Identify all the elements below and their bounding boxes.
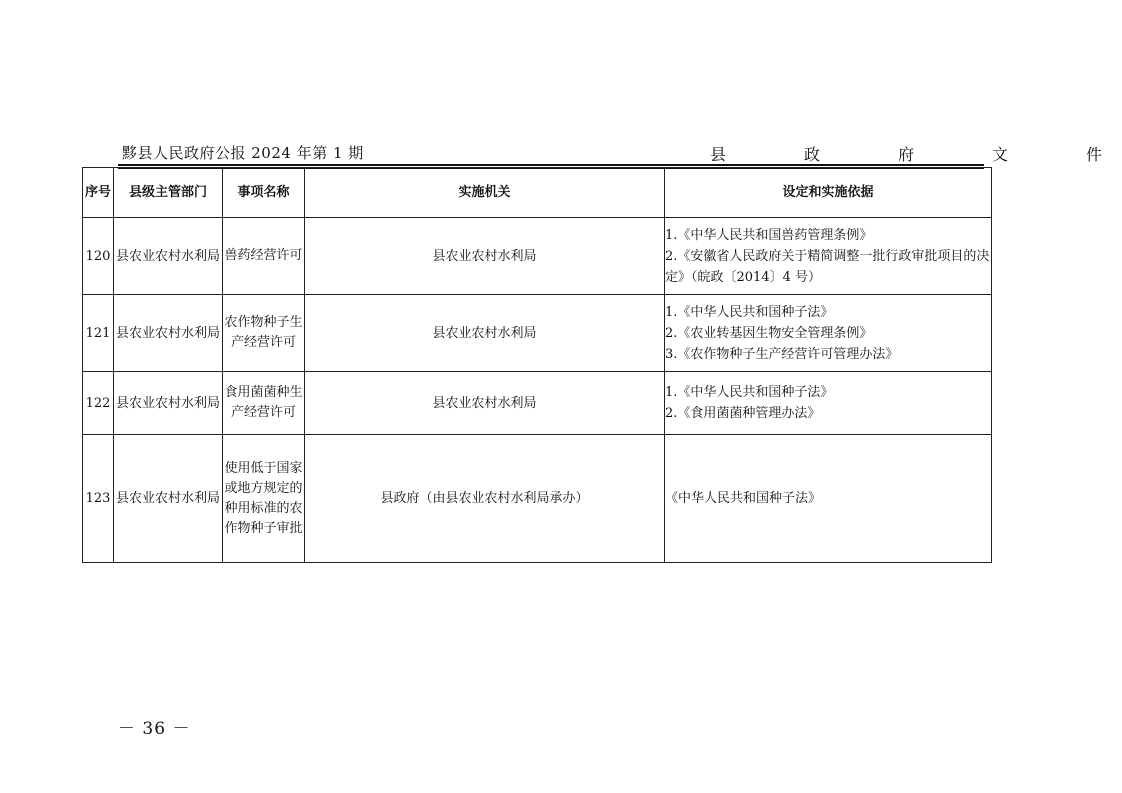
table-row: [83, 435, 992, 563]
cell-basis: [665, 372, 992, 435]
header-rule-thick: [118, 164, 984, 166]
basis-line: 1.《中华人民共和国种子法》: [665, 304, 834, 320]
cell-item: 食用菌菌种生产经营许可: [223, 372, 305, 435]
cell-dept: 县农业农村水利局: [114, 295, 223, 372]
section-label: [710, 142, 1102, 165]
page-number: － 36 －: [118, 719, 191, 739]
cell-basis: [665, 435, 992, 563]
publication-title: 黟县人民政府公报 2024 年第 1 期: [122, 144, 364, 162]
section-char: 政: [803, 145, 820, 164]
cell-basis: [665, 295, 992, 372]
section-char: 县: [710, 145, 727, 164]
header-item: 事项名称: [223, 168, 305, 218]
section-char: 文: [991, 145, 1008, 164]
cell-agency: 县农业农村水利局: [305, 218, 665, 295]
cell-agency: 县政府（由县农业农村水利局承办）: [305, 435, 665, 563]
header-dept: 县级主管部门: [114, 168, 223, 218]
basis-line: 1.《中华人民共和国兽药管理条例》: [665, 227, 873, 243]
cell-basis: [665, 218, 992, 295]
cell-seq: 121: [83, 295, 114, 372]
cell-dept: 县农业农村水利局: [114, 218, 223, 295]
header-basis: 设定和实施依据: [665, 168, 992, 218]
table-row: [83, 295, 992, 372]
cell-dept: 县农业农村水利局: [114, 372, 223, 435]
cell-agency: 县农业农村水利局: [305, 372, 665, 435]
basis-line: 《中华人民共和国种子法》: [665, 491, 822, 506]
section-char: 件: [1085, 145, 1102, 164]
basis-line: 3.《农作物种子生产经营许可管理办法》: [665, 346, 899, 362]
table-row: [83, 218, 992, 295]
section-char: 府: [897, 145, 914, 164]
cell-seq: 122: [83, 372, 114, 435]
cell-dept: 县农业农村水利局: [114, 435, 223, 563]
basis-line: 2.《安徽省人民政府关于精简调整一批行政审批项目的决定》（皖政〔2014〕4 号）: [665, 248, 990, 285]
table-row: [83, 372, 992, 435]
cell-agency: 县农业农村水利局: [305, 295, 665, 372]
cell-item: 兽药经营许可: [223, 218, 305, 295]
page-header: [118, 140, 1102, 164]
basis-line: 2.《食用菌菌种管理办法》: [665, 406, 821, 421]
cell-item: 使用低于国家或地方规定的种用标准的农作物种子审批: [223, 435, 305, 563]
header-agency: 实施机关: [305, 168, 665, 218]
cell-item: 农作物种子生产经营许可: [223, 295, 305, 372]
basis-line: 2.《农业转基因生物安全管理条例》: [665, 325, 873, 341]
cell-seq: 120: [83, 218, 114, 295]
cell-seq: 123: [83, 435, 114, 563]
table-header-row: [83, 168, 992, 218]
basis-line: 1.《中华人民共和国种子法》: [665, 385, 834, 400]
approval-items-table: [82, 167, 992, 563]
header-seq: 序号: [83, 168, 114, 218]
